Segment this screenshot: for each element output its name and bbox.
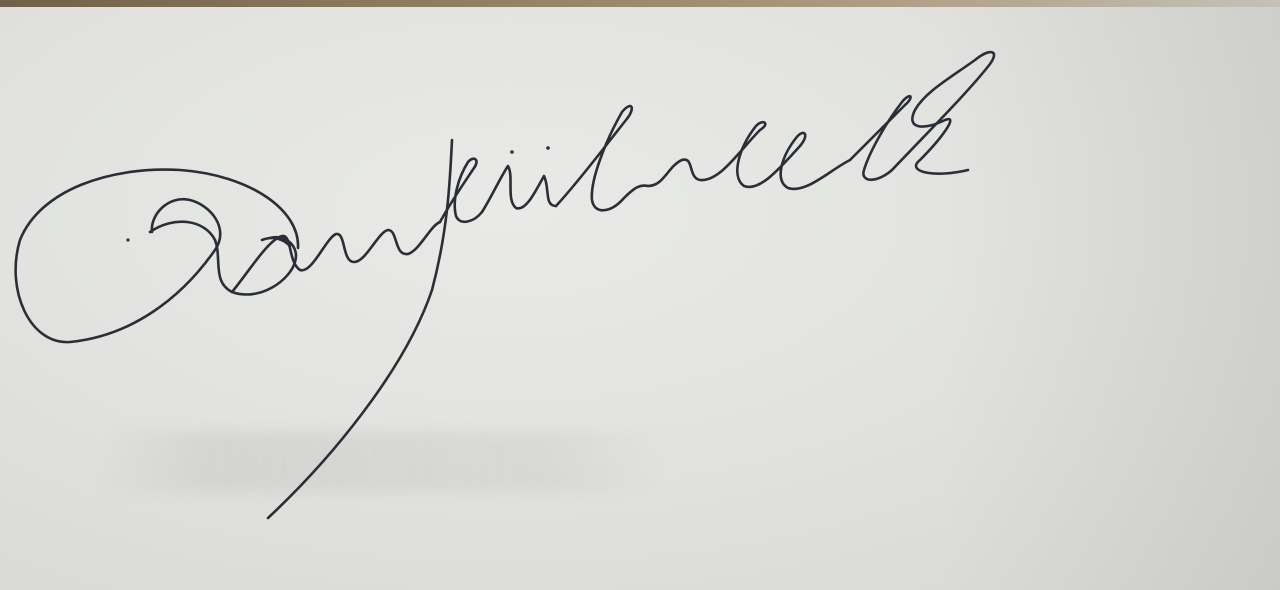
signature-dot (126, 238, 129, 241)
signature-dot-i1 (510, 150, 514, 154)
signature-stroke-curl (150, 222, 296, 295)
signature-dot-i2 (546, 146, 550, 150)
signature-stroke-k (850, 52, 994, 180)
signature-stroke-letters-3 (648, 122, 850, 189)
signature-stroke-descender (268, 140, 452, 518)
signature-stroke-letters-1 (232, 222, 440, 292)
signature-stroke-b (556, 106, 648, 210)
signature-strokes (16, 52, 994, 518)
signature-stroke-p (440, 159, 482, 222)
signature-stroke-letters-2 (482, 166, 556, 212)
signature-stroke-loop (16, 170, 298, 343)
